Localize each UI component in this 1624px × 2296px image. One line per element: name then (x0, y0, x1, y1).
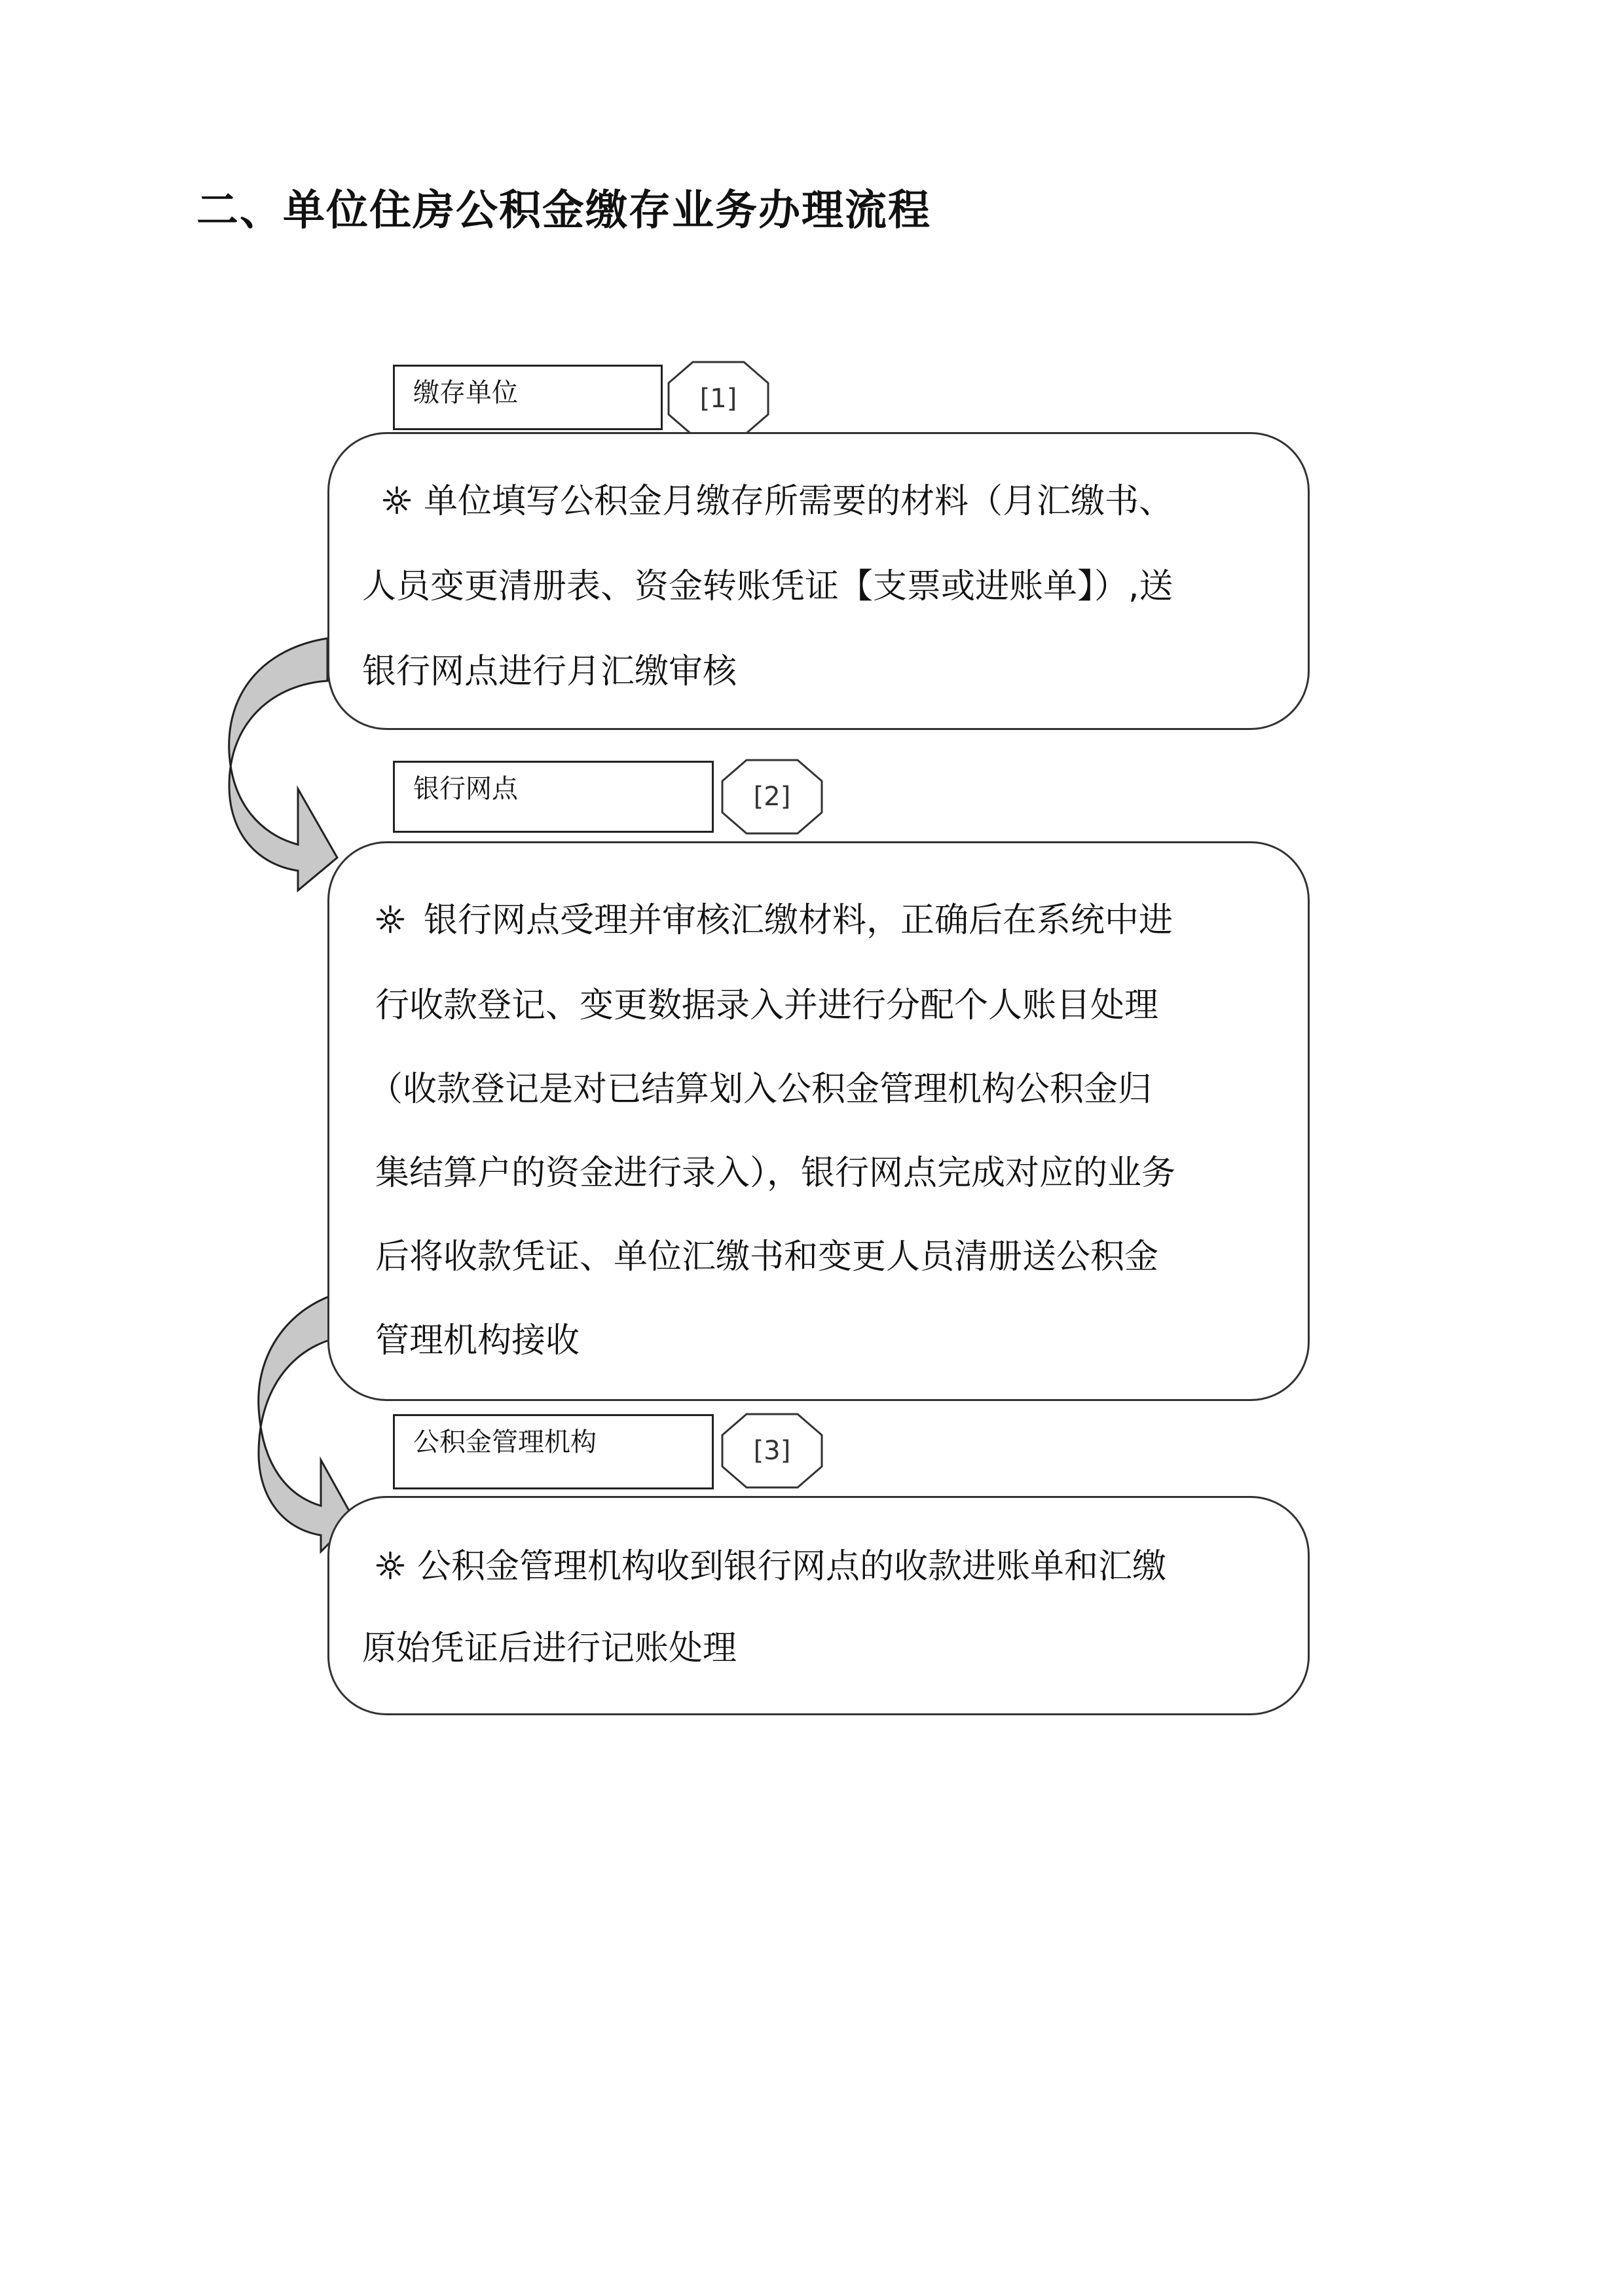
step-3-label: 公积金管理机构 (393, 1414, 714, 1489)
step-1-label: 缴存单位 (393, 365, 663, 430)
step-3-line-1: 公积金管理机构收到银行网点的收款进账单和汇缴 (417, 1547, 1167, 1586)
step-3-line-2: 原始凭证后进行记账处理 (362, 1629, 737, 1668)
step-3-number: [3] (753, 1436, 791, 1466)
step-1-line-1: 单位填写公积金月缴存所需要的材料（月汇缴书、 (424, 482, 1173, 521)
step-2-box (327, 841, 1310, 1401)
step-2-line-5: 后将收款凭证、单位汇缴书和变更人员清册送公积金 (375, 1237, 1159, 1277)
step-1-line-2: 人员变更清册表、资金转账凭证【支票或进账单】）,送 (362, 567, 1173, 606)
step-2-label: 银行网点 (393, 761, 714, 833)
step-1-line-3: 银行网点进行月汇缴审核 (362, 652, 737, 691)
sun-icon (375, 1550, 405, 1580)
sun-icon (375, 904, 405, 934)
step-1-number: [1] (699, 384, 737, 414)
step-2-line-1: 银行网点受理并审核汇缴材料，正确后在系统中进 (424, 901, 1173, 940)
step-3-number-badge (720, 1412, 824, 1489)
sun-icon (382, 485, 412, 515)
step-2-line-4: 集结算户的资金进行录入），银行网点完成对应的业务 (375, 1154, 1176, 1193)
step-2-line-2: 行收款登记、变更数据录入并进行分配个人账目处理 (375, 986, 1159, 1025)
step-1-box (327, 432, 1310, 730)
step-1-number-badge (667, 360, 770, 437)
step-2-number-badge (720, 758, 824, 835)
page-title: 二、单位住房公积金缴存业务办理流程 (196, 186, 931, 235)
step-2-number: [2] (753, 782, 791, 812)
step-2-line-6: 管理机构接收 (375, 1321, 580, 1360)
step-2-line-3: （收款登记是对已结算划入公积金管理机构公积金归 (369, 1070, 1153, 1109)
step-3-box (327, 1496, 1310, 1715)
